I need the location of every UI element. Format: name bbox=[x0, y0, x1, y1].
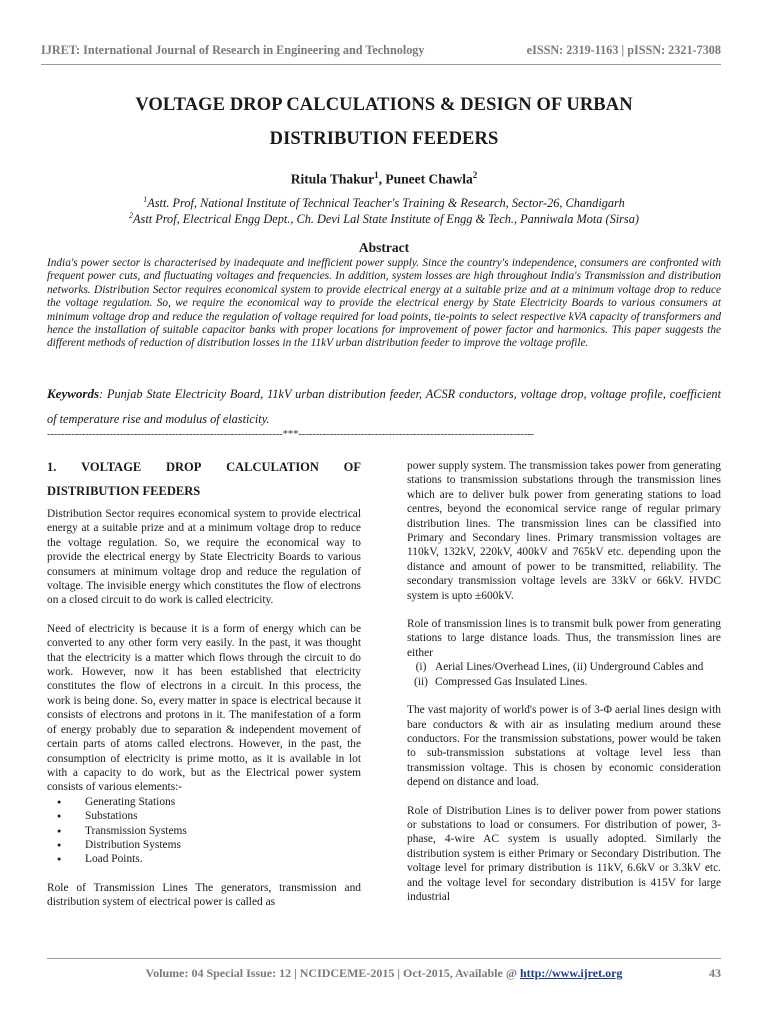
footer-issue-info: Volume: 04 Special Issue: 12 | NCIDCEME-2015 | Oct-2015, Available @ bbox=[145, 966, 520, 980]
heading-word: DROP bbox=[165, 460, 202, 474]
journal-name: IJRET: International Journal of Research in Engineering and Technology bbox=[41, 43, 425, 57]
author-separator: , bbox=[378, 171, 386, 187]
paragraph: Need of electricity is because it is a form of energy which can be converted to any other form very easily. In the past, it was thought that the electricity is a matter which flows through the circuit to do work. However, now it has been established that electricity constitutes the flow of electrons in a circuit. In this process, the work is being done. So, every matter in space is electrical because it consists of electrons and protons in it. The manifestation of a form of energy probably due to separation & independent movement of certain parts of atoms called electrons. However, in the past, the consumption of electricity is prime motto, as it is available in lot with a capacity to do work, but as the Electrical power system consists of various elements:- bbox=[47, 622, 361, 794]
title-line-1: VOLTAGE DROP CALCULATIONS & DESIGN OF URBAN bbox=[135, 95, 633, 115]
heading-word: OF bbox=[343, 460, 361, 474]
right-column bbox=[407, 459, 721, 918]
author-2: Puneet Chawla bbox=[385, 171, 473, 187]
list-item bbox=[407, 675, 721, 689]
section-heading-line-2: DISTRIBUTION FEEDERS bbox=[47, 484, 201, 498]
paper-title bbox=[40, 88, 728, 156]
paragraph: The vast majority of world's power is of 3-Φ aerial lines design with bare conductors & with air as insulating medium around these conductors. For the transmission substations, power would be taken to sub-transmission substations at voltage level less than transmission voltage. This is chosen by economic consideration depend on distance and load. bbox=[407, 704, 721, 789]
paragraph: Role of transmission lines is to transmit bulk power from generating stations to large distance loads. Thus, the transmission lines are either bbox=[407, 618, 721, 659]
heading-word: VOLTAGE bbox=[81, 460, 142, 474]
list-item: ● Transmission Systems bbox=[85, 824, 361, 838]
running-header bbox=[41, 43, 721, 58]
affiliation-1-sup: 1 bbox=[143, 195, 148, 204]
affiliation-2 bbox=[40, 211, 728, 227]
list-item: ● Distribution Systems bbox=[85, 838, 361, 852]
paragraph: Role of Distribution Lines is to deliver power from power stations or substations to load or consumers. For distribution of power, 3-phase, 4-wire AC system is usually adopted. Similarly the distribution system is either Primary or Secondary Distribution. The voltage level for primary distribution is 11kV, 6.6kV or 3.3kV etc. and the voltage level for secondary distribution is 415V for large industrial bbox=[407, 804, 721, 903]
list-item: ● Load Points. bbox=[85, 852, 361, 866]
paragraph: power supply system. The transmission takes power from generating stations to transmission substations through the transmission lines which are to deliver bulk power from generating stations to load centres, beyond the economical service range of regular primary distribution lines. The transmission lines can be classified into Primary and Secondary lines. Primary transmission voltages are 110kV, 132kV, 220kV, 400kV and 765kV etc. depending upon the distance and amount of power to be transmitted, reliability. The secondary transmission voltage levels are 33kV or 66kV. HVDC system is upto ±600kV. bbox=[407, 460, 721, 602]
page-number: 43 bbox=[709, 966, 721, 980]
list-item: ● Substations bbox=[85, 809, 361, 823]
abstract-body: India's power sector is characterised by inadequate and inefficient power supply. Since the country's independence, consumers are confronted with frequent power cuts, and fluctuating voltages and frequencies. In addition, system losses are high throughout India's Transmission and distribution networks. Distribution Sector requires economical system to provide electrical energy at a suitable prize and at a minimum voltage drop to reduce the voltage regulation. So, we require the economical way to provide the electrical energy by State Electricity Boards to various consumers at minimum voltage drop and reduce the regulation of voltage required for load points, tie-points to select respective kVA capacity of transformers and hence the installation of suitable capacitor banks with proper locations for improvement of power factor and harmonics. This paper suggests the different methods of reduction of distribution losses in the 11kV urban distribution feeder to improve the voltage profile. bbox=[47, 257, 721, 350]
section-1-heading bbox=[47, 455, 361, 503]
affiliation-1-text: Astt. Prof, National Institute of Technical Teacher's Training & Research, Sector-26, Chandigarh bbox=[147, 196, 625, 211]
author-2-sup: 2 bbox=[472, 170, 478, 180]
separator-mid: *** bbox=[282, 428, 299, 440]
header-rule bbox=[41, 64, 721, 65]
list-number: (i) bbox=[415, 661, 427, 674]
separator-right: -------------------------------------------------------------------- bbox=[298, 428, 534, 440]
list-number: (ii) bbox=[414, 675, 428, 688]
keywords-text: : Punjab State Electricity Board, 11kV urban distribution feeder, ACSR conductors, voltage drop, voltage profile, coefficient of temperature rise and modulus of elasticity. bbox=[47, 387, 721, 426]
abstract-heading: Abstract bbox=[358, 240, 410, 255]
affiliation-2-sup: 2 bbox=[129, 211, 134, 220]
affiliation-2-text: Astt Prof, Electrical Engg Dept., Ch. Devi Lal State Institute of Engg & Tech., Panniwala Mota (Sirsa) bbox=[133, 212, 639, 227]
author-1-sup: 1 bbox=[374, 170, 379, 180]
footer-rule bbox=[47, 958, 721, 959]
list-text: Compressed Gas Insulated Lines. bbox=[435, 675, 588, 688]
affiliation-1 bbox=[40, 195, 728, 211]
keywords bbox=[47, 381, 721, 432]
heading-word: CALCULATION bbox=[226, 460, 319, 474]
list-text: Aerial Lines/Overhead Lines, (ii) Underground Cables and bbox=[435, 661, 704, 674]
list-item bbox=[407, 660, 721, 674]
line-types-list bbox=[407, 660, 721, 689]
element-list bbox=[47, 795, 361, 867]
section-separator bbox=[47, 428, 721, 440]
paragraph: Role of Transmission Lines The generators, transmission and distribution system of electrical power is called as bbox=[47, 881, 361, 909]
paragraph: Distribution Sector requires economical system to provide electrical energy at a suitable prize and at a minimum voltage drop to reduce the voltage regulation. So, we require the economical way to provide the electrical energy by State Electricity Boards to various consumers at minimum voltage drop and reduce the regulation of voltage. The invisible energy which constitutes the flow of electrons on a closed circuit to do work is called electricity. bbox=[47, 508, 361, 607]
author-1: Ritula Thakur bbox=[290, 171, 375, 187]
keywords-label: Keywords bbox=[47, 386, 99, 401]
title-line-2: DISTRIBUTION FEEDERS bbox=[269, 129, 499, 149]
authors bbox=[40, 170, 728, 188]
issn: eISSN: 2319-1163 | pISSN: 2321-7308 bbox=[526, 43, 721, 57]
footer-text bbox=[47, 966, 721, 981]
separator-left: -------------------------------------------------------------------- bbox=[47, 428, 283, 440]
list-item: ● Generating Stations bbox=[85, 795, 361, 809]
journal-link[interactable]: http://www.ijret.org bbox=[520, 966, 623, 980]
section-heading-line-1 bbox=[47, 455, 361, 479]
section-number: 1. bbox=[47, 460, 57, 474]
left-column bbox=[47, 455, 361, 924]
